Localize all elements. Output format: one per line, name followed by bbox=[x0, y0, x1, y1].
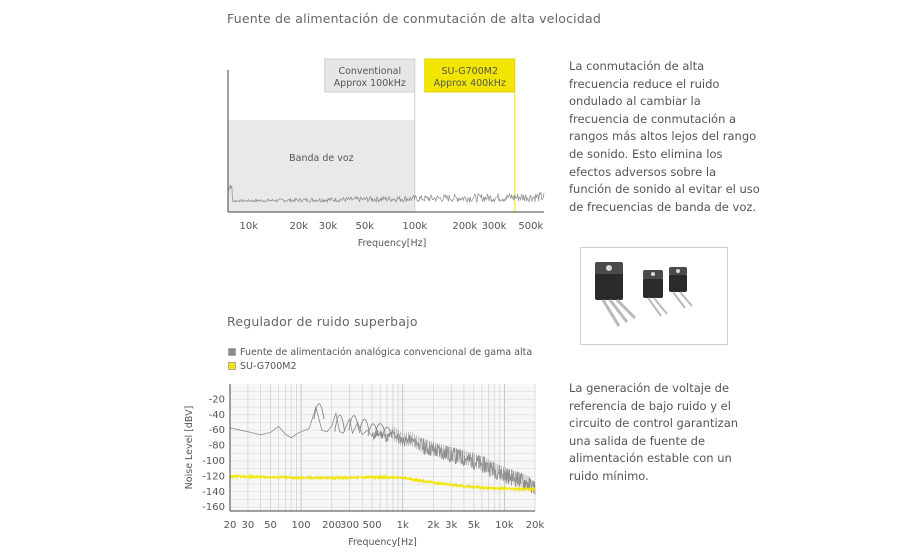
voice-band bbox=[228, 120, 415, 212]
x-tick-label: 30k bbox=[318, 221, 338, 232]
x-tick-label: 50 bbox=[264, 520, 277, 531]
x-tick-label: 30 bbox=[241, 520, 255, 531]
marker-label-1-0: SU-G700M2 bbox=[441, 66, 499, 77]
legend-label-sug700m2: SU-G700M2 bbox=[240, 360, 297, 372]
product-photo bbox=[580, 247, 728, 345]
marker-label-0-0: Conventional bbox=[338, 66, 402, 77]
marker-label-0-1: Approx 100kHz bbox=[333, 78, 406, 89]
x-tick-label: 20 bbox=[223, 520, 237, 531]
x-tick-label: 20k bbox=[289, 221, 308, 232]
x-tick-label: 100k bbox=[402, 221, 428, 232]
legend-item-sug700m2 bbox=[228, 359, 532, 373]
legend-label-conventional: Fuente de alimentación analógica convencional de gama alta bbox=[240, 346, 533, 358]
x-tick-label: 200 bbox=[322, 520, 342, 531]
section1-title: Fuente de alimentación de conmutación de alta velocidad bbox=[227, 11, 601, 26]
legend-swatch-yellow bbox=[228, 362, 236, 370]
x-tick-label: 1k bbox=[396, 520, 409, 531]
x-tick-label: 10k bbox=[495, 520, 514, 531]
x-tick-label: 100 bbox=[291, 520, 311, 531]
section1-paragraph: La conmutación de alta frecuencia reduce el ruido ondulado al cambiar la frecuencia de conmutación a rangos más altos lejos del rango de sonido. Esto elimina los efectos adversos sobre la función de sonido al evitar el uso de frecuencias de banda de voz. bbox=[569, 59, 760, 214]
x-axis-title: Frequency[Hz] bbox=[357, 238, 427, 249]
y-tick-label: -20 bbox=[208, 394, 225, 406]
x-tick-label: 500 bbox=[362, 520, 382, 531]
chart2-legend bbox=[228, 345, 532, 373]
y-tick-label: -160 bbox=[202, 502, 225, 514]
x-tick-label: 2k bbox=[427, 520, 440, 531]
x-axis-title: Frequency[Hz] bbox=[348, 537, 417, 548]
marker-label-1-1: Approx 400kHz bbox=[433, 78, 506, 89]
legend-swatch-gray bbox=[228, 348, 236, 356]
x-tick-label: 10k bbox=[239, 221, 259, 232]
switching-frequency-chart bbox=[212, 52, 552, 257]
legend-item-conventional bbox=[228, 345, 532, 359]
y-tick-label: -120 bbox=[202, 471, 225, 483]
x-tick-label: 200k bbox=[452, 221, 478, 232]
noise-level-chart bbox=[180, 378, 550, 558]
y-tick-label: -100 bbox=[202, 455, 225, 467]
y-tick-label: -140 bbox=[202, 486, 225, 498]
y-tick-label: -40 bbox=[208, 409, 225, 421]
x-tick-label: 500k bbox=[518, 221, 544, 232]
x-tick-label: 300k bbox=[481, 221, 507, 232]
y-tick-label: -80 bbox=[208, 440, 225, 452]
voice-band-label: Banda de voz bbox=[289, 153, 354, 164]
y-axis-title: Noise Level [dBV] bbox=[184, 405, 195, 490]
y-tick-label: -60 bbox=[208, 425, 225, 437]
section2-title: Regulador de ruido superbajo bbox=[227, 314, 418, 329]
section2-paragraph: La generación de voltaje de referencia de bajo ruido y el circuito de control garantizan una salida de fuente de alimentación estable con un ruido mínimo. bbox=[569, 381, 739, 483]
x-tick-label: 3k bbox=[445, 520, 458, 531]
x-tick-label: 300 bbox=[340, 520, 360, 531]
transistor-packages-icon bbox=[581, 248, 727, 344]
x-tick-label: 5k bbox=[467, 520, 480, 531]
x-tick-label: 20k bbox=[525, 520, 545, 531]
x-tick-label: 50k bbox=[355, 221, 375, 232]
